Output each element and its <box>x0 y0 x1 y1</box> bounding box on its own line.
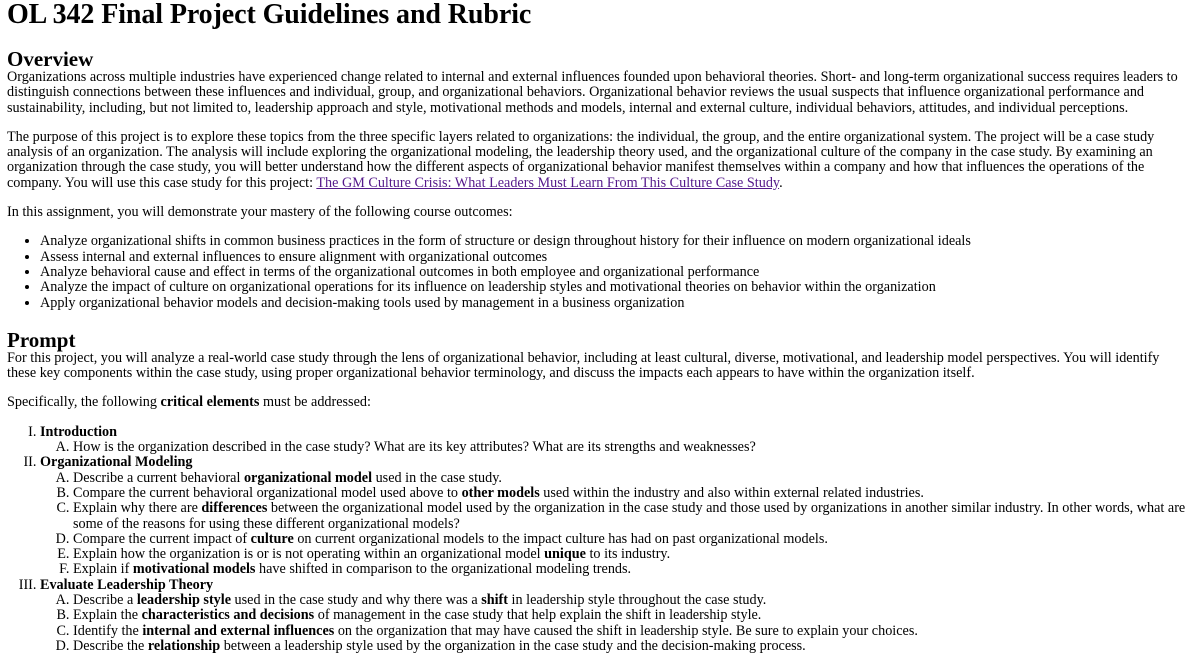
prompt-heading: Prompt <box>7 327 76 352</box>
item-text: Describe a current behavioral <box>73 469 244 486</box>
item-bold: differences <box>201 500 268 517</box>
course-outcomes-list <box>7 234 1192 310</box>
prompt-paragraph-2-end: must be addressed: <box>259 394 371 411</box>
item-bold: leadership style <box>136 592 231 609</box>
item-text: Explain why there are <box>73 500 202 517</box>
outcome-item: • Apply organizational behavior models and decision-making tools used by management in a business organization <box>40 296 1192 311</box>
section-organizational-modeling <box>40 455 1192 577</box>
list-item <box>73 471 1192 486</box>
overview-paragraph-2-end: . <box>779 174 783 191</box>
item-bold: unique <box>544 546 586 563</box>
item-text: in leadership style throughout the case study. <box>508 592 767 609</box>
item-bold: other models <box>461 484 540 501</box>
page-title: OL 342 Final Project Guidelines and Rubric <box>7 0 532 30</box>
item-text: have shifted in comparison to the organizational modeling trends. <box>255 561 632 578</box>
item-bold: motivational models <box>132 561 256 578</box>
section-introduction <box>40 425 1192 456</box>
list-item <box>73 547 1192 562</box>
item-text: Explain the <box>73 607 142 624</box>
list-item <box>73 639 1192 654</box>
item-text: between a leadership style used by the organization in the case study and the decision-making process. <box>220 637 806 654</box>
prompt-paragraph-2 <box>7 395 1192 410</box>
item-bold: organizational model <box>243 469 373 486</box>
item-text: Describe the <box>73 637 148 654</box>
case-study-link[interactable]: The GM Culture Crisis: What Leaders Must Learn From This Culture Case Study <box>316 174 780 191</box>
list-item <box>73 501 1192 532</box>
critical-elements-label: critical elements <box>160 394 260 411</box>
critical-elements-list <box>7 425 1192 654</box>
overview-paragraph-3: In this assignment, you will demonstrate your mastery of the following course outcomes: <box>7 204 513 221</box>
list-item <box>73 562 1192 577</box>
item-text: on current organizational models to the impact culture has had on past organizational models. <box>293 530 828 547</box>
item-text: used in the case study and why there was a <box>231 592 482 609</box>
overview-paragraph-2 <box>7 130 1192 191</box>
prompt-paragraph-2-text: Specifically, the following <box>7 394 161 411</box>
item-text: to its industry. <box>585 546 671 563</box>
outcome-item: • Analyze behavioral cause and effect in terms of the organizational outcomes in both employee and organizational performance <box>40 265 1192 280</box>
outcome-item: • Analyze organizational shifts in common business practices in the form of structure or design throughout history for their influence on modern organizational ideals <box>40 234 1192 249</box>
item-text: between the organizational model used by the organization in the case study and those used by organizations in another similar industry. In other words, what are some of the reasons for using these different organizational models? <box>73 500 1186 532</box>
section-title: Introduction <box>40 423 117 440</box>
section-items <box>40 471 1192 578</box>
item-bold: characteristics and decisions <box>141 607 315 624</box>
list-item <box>73 440 1192 455</box>
item-text: How is the organization described in the case study? What are its key attributes? What are its strengths and weaknesses? <box>73 439 756 456</box>
item-bold: shift <box>481 592 508 609</box>
item-text: Explain if <box>73 561 133 578</box>
item-text: on the organization that may have caused the shift in leadership style. Be sure to explain your choices. <box>334 622 918 639</box>
outcome-item: • Analyze the impact of culture on organizational operations for its influence on leadership styles and motivational theories on behavior within the organization <box>40 280 1192 295</box>
item-text: Identify the <box>73 622 143 639</box>
overview-paragraph-1: Organizations across multiple industries have experienced change related to internal and external influences founded upon behavioral theories. Short- and long-term organizational success requires leaders to distinguish connections between these influences and individual, group, and organizational behaviors. Organizational behavior reviews the usual suspects that influence organizational performance and sustainability, including, but not limited to, leadership approach and style, motivational methods and models, internal and external culture, individual behaviors, attitudes, and individual perceptions. <box>7 69 1178 116</box>
item-text: Describe a <box>73 592 137 609</box>
list-item <box>73 608 1192 623</box>
list-item <box>73 624 1192 639</box>
item-bold: culture <box>250 530 294 547</box>
list-item <box>73 486 1192 501</box>
list-item <box>73 593 1192 608</box>
section-title: Evaluate Leadership Theory <box>40 576 214 593</box>
item-text: used within the industry and also within external related industries. <box>539 484 924 501</box>
item-text: Compare the current behavioral organizational model used above to <box>73 484 462 501</box>
item-text: Explain how the organization is or is not operating within an organizational model <box>73 546 545 563</box>
overview-heading: Overview <box>7 47 94 71</box>
section-items <box>40 440 1192 455</box>
section-title: Organizational Modeling <box>40 454 193 471</box>
item-bold: relationship <box>147 637 221 654</box>
outcome-item: • Assess internal and external influences to ensure alignment with organizational outcomes <box>40 250 1192 265</box>
prompt-paragraph-1: For this project, you will analyze a real-world case study through the lens of organizational behavior, including at least cultural, diverse, motivational, and leadership model perspectives. You will identify these key components within the case study, using proper organizational behavior terminology, and discuss the impacts each appears to have within the organization itself. <box>7 349 1160 382</box>
item-text: Compare the current impact of <box>73 530 251 547</box>
item-bold: internal and external influences <box>142 622 335 639</box>
overview-paragraph-2-text: The purpose of this project is to explore these topics from the three specific layers related to organizations: the individual, the group, and the entire organizational system. The project will be a case study analysis of an organization. The analysis will include exploring the organizational modeling, the leadership theory used, and the organizational culture of the company in the case study. By examining an organization through the case study, you will better understand how the different aspects of organizational behavior manifest themselves within a company and how that influences the operations of the company. You will use this case study for this project: <box>7 128 1155 191</box>
list-item <box>73 532 1192 547</box>
section-items <box>40 593 1192 654</box>
item-text: used in the case study. <box>372 469 502 486</box>
section-evaluate-leadership-theory <box>40 578 1192 654</box>
item-text: of management in the case study that help explain the shift in leadership style. <box>314 607 762 624</box>
